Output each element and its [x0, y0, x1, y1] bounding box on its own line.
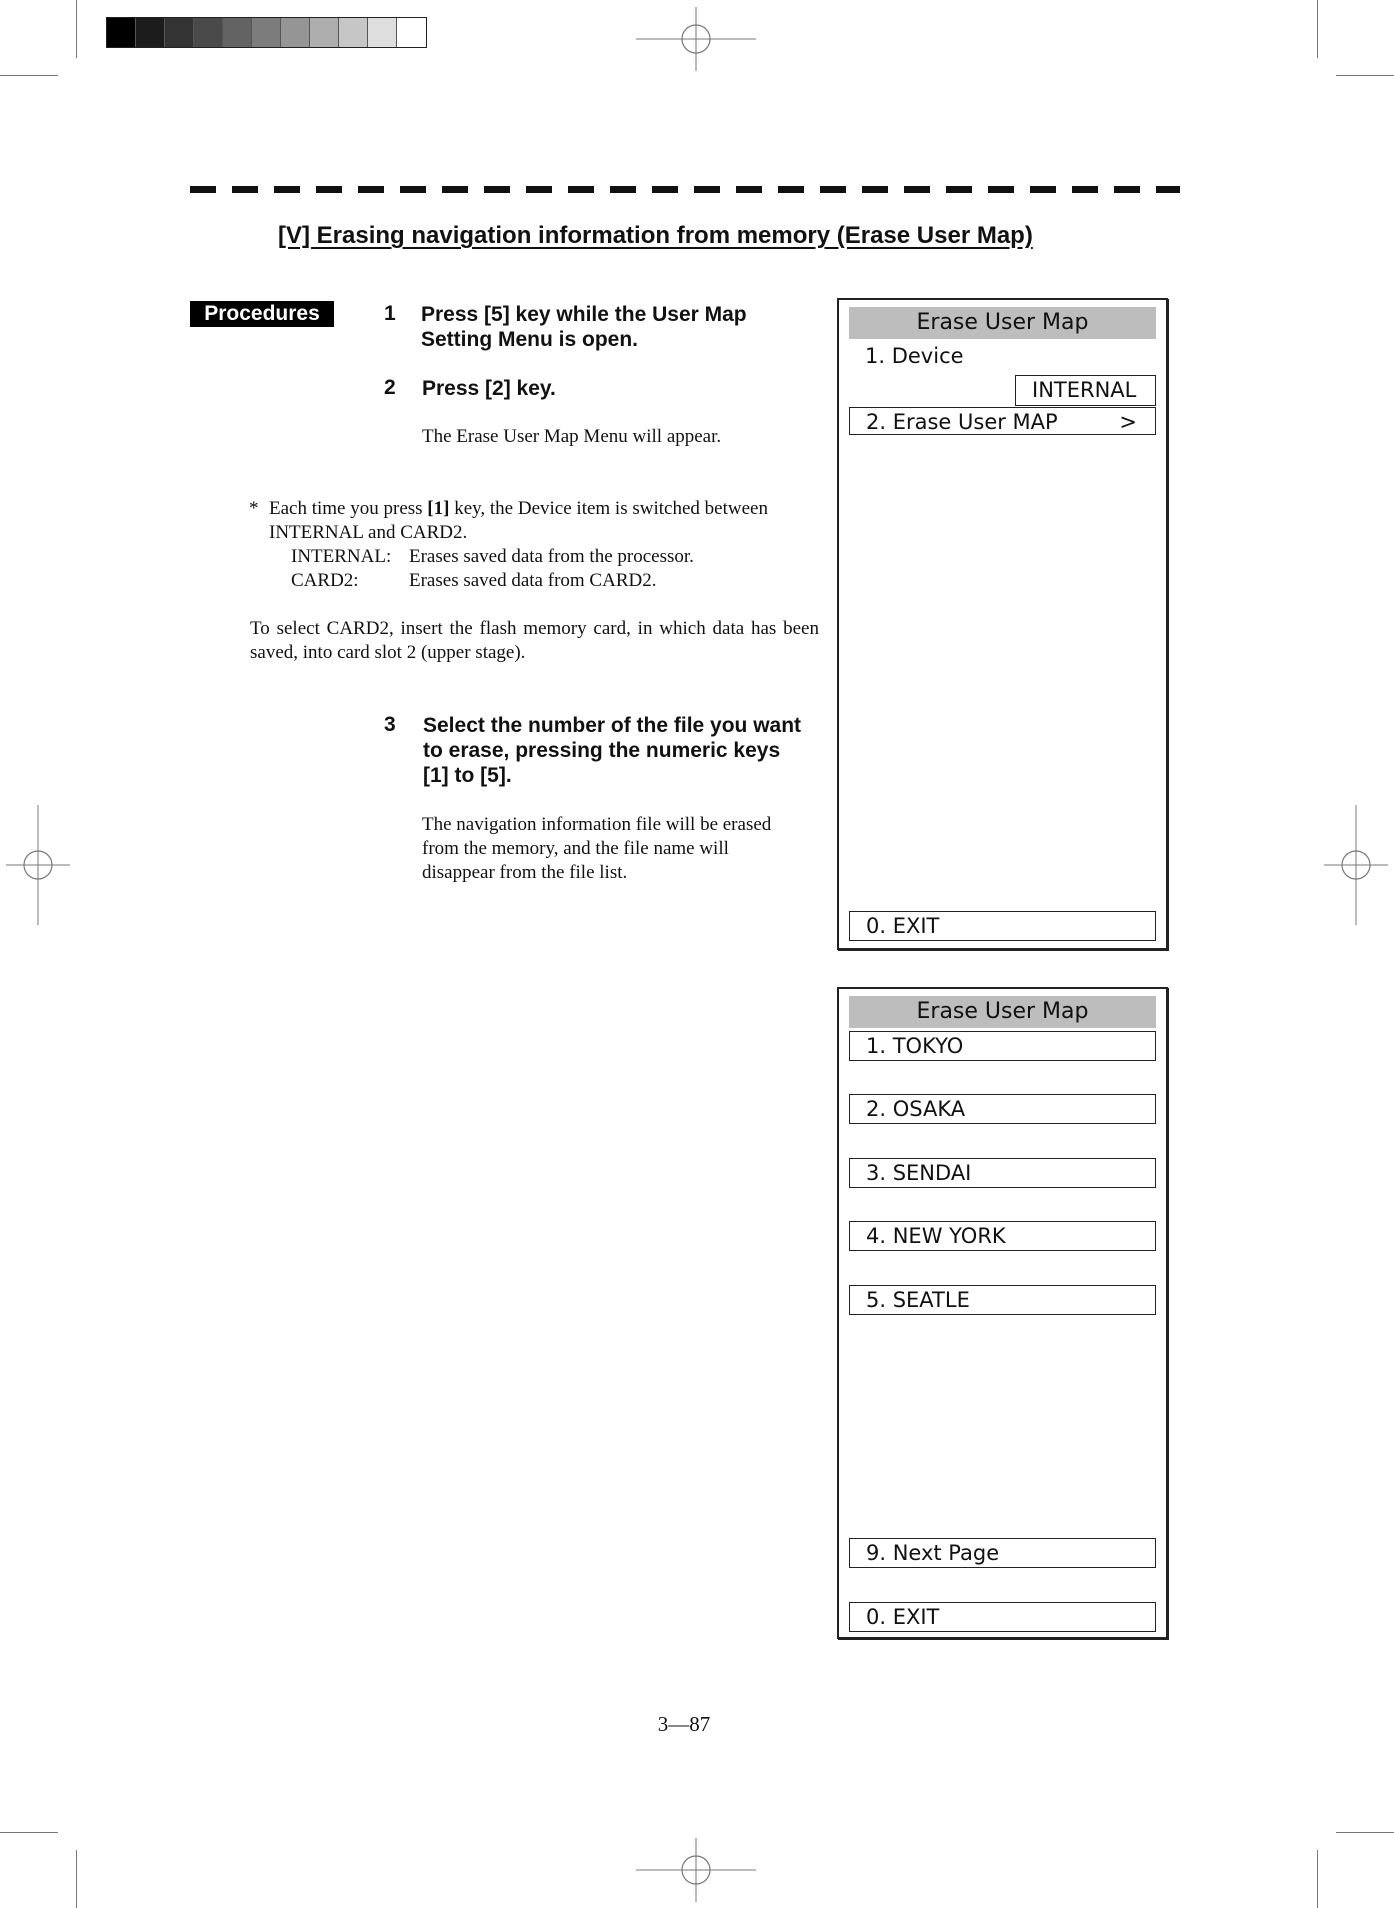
gray-swatch [281, 18, 310, 47]
note-asterisk: * [249, 498, 259, 519]
gray-swatch [136, 18, 165, 47]
card2-label: CARD2: [291, 570, 359, 591]
card2-select-note: To select CARD2, insert the flash memory card, in which data has been saved, into card slot 2 (upper stage). [250, 618, 819, 663]
file-list-item[interactable]: 1. TOKYO [849, 1031, 1156, 1061]
step-2-note: The Erase User Map Menu will appear. [422, 426, 722, 447]
step-3-line: to erase, pressing the numeric keys [423, 739, 781, 762]
step-number: 2 [384, 376, 396, 399]
internal-label: INTERNAL: [291, 546, 392, 567]
erase-user-map-menu-item[interactable] [849, 407, 1156, 435]
registration-target-icon [1324, 805, 1388, 925]
step-1-line: Press [5] key while the User Map [421, 303, 747, 326]
gray-swatch [368, 18, 397, 47]
gray-swatch [165, 18, 194, 47]
erase-user-map-label: 2. Erase User MAP [866, 410, 1058, 434]
panel-title: Erase User Map [849, 996, 1156, 1028]
file-list-item[interactable]: 4. NEW YORK [849, 1221, 1156, 1251]
step-number: 1 [384, 302, 396, 325]
erase-user-map-menu-panel [837, 298, 1168, 950]
device-toggle-note [269, 497, 819, 521]
gray-swatch [397, 18, 426, 47]
registration-target-icon [636, 1838, 756, 1902]
panel-title: Erase User Map [849, 307, 1156, 339]
gray-swatch [339, 18, 368, 47]
step-3-text [423, 713, 801, 788]
step-3-note-line: disappear from the file list. [422, 862, 628, 883]
exit-menu-item[interactable]: 0. EXIT [849, 911, 1156, 941]
gray-swatch [223, 18, 252, 47]
grayscale-calibration-bar [106, 17, 427, 48]
page-number: 3—87 [657, 1712, 711, 1736]
crop-mark [1317, 0, 1318, 58]
gray-swatch [194, 18, 223, 47]
crop-mark [0, 75, 58, 76]
file-list-item[interactable]: 5. SEATLE [849, 1285, 1156, 1315]
step-3-note [422, 813, 771, 885]
device-key-label: [1] [427, 498, 450, 519]
step-1-text [421, 302, 747, 352]
erase-user-map-file-list-panel [837, 987, 1168, 1639]
internal-description: Erases saved data from the processor. [409, 546, 694, 567]
section-title: [V] Erasing navigation information from memory (Erase User Map) [278, 222, 1033, 249]
device-note-line-2: INTERNAL and CARD2. [269, 522, 468, 543]
step-number: 3 [384, 713, 396, 736]
crop-mark [1336, 75, 1394, 76]
device-note-text: key, the Device item is switched between [449, 498, 768, 519]
dashed-rule [190, 186, 1180, 193]
exit-menu-item[interactable]: 0. EXIT [849, 1602, 1156, 1632]
crop-mark [1317, 1850, 1318, 1908]
registration-target-icon [6, 805, 70, 925]
registration-target-icon [636, 7, 756, 71]
device-value-field[interactable]: INTERNAL [1015, 375, 1156, 406]
next-page-menu-item[interactable]: 9. Next Page [849, 1538, 1156, 1568]
gray-swatch [310, 18, 339, 47]
step-3-note-line: from the memory, and the file name will [422, 838, 729, 859]
step-3-note-line: The navigation information file will be erased [422, 814, 772, 835]
file-list-item[interactable]: 3. SENDAI [849, 1158, 1156, 1188]
device-menu-item[interactable]: 1. Device [865, 344, 964, 368]
crop-mark [0, 1832, 58, 1833]
procedures-badge: Procedures [190, 301, 334, 327]
step-1-line: Setting Menu is open. [421, 328, 639, 351]
device-note-text: Each time you press [269, 498, 428, 519]
card2-description: Erases saved data from CARD2. [409, 570, 657, 591]
step-3-line: [1] to [5]. [423, 764, 512, 787]
step-2-text: Press [2] key. [422, 377, 556, 400]
gray-swatch [107, 18, 136, 47]
step-3-line: Select the number of the file you want [423, 714, 802, 737]
crop-mark [76, 0, 77, 58]
gray-swatch [252, 18, 281, 47]
chevron-right-icon: > [1119, 410, 1137, 434]
crop-mark [1336, 1832, 1394, 1833]
file-list-item[interactable]: 2. OSAKA [849, 1094, 1156, 1124]
crop-mark [76, 1850, 77, 1908]
